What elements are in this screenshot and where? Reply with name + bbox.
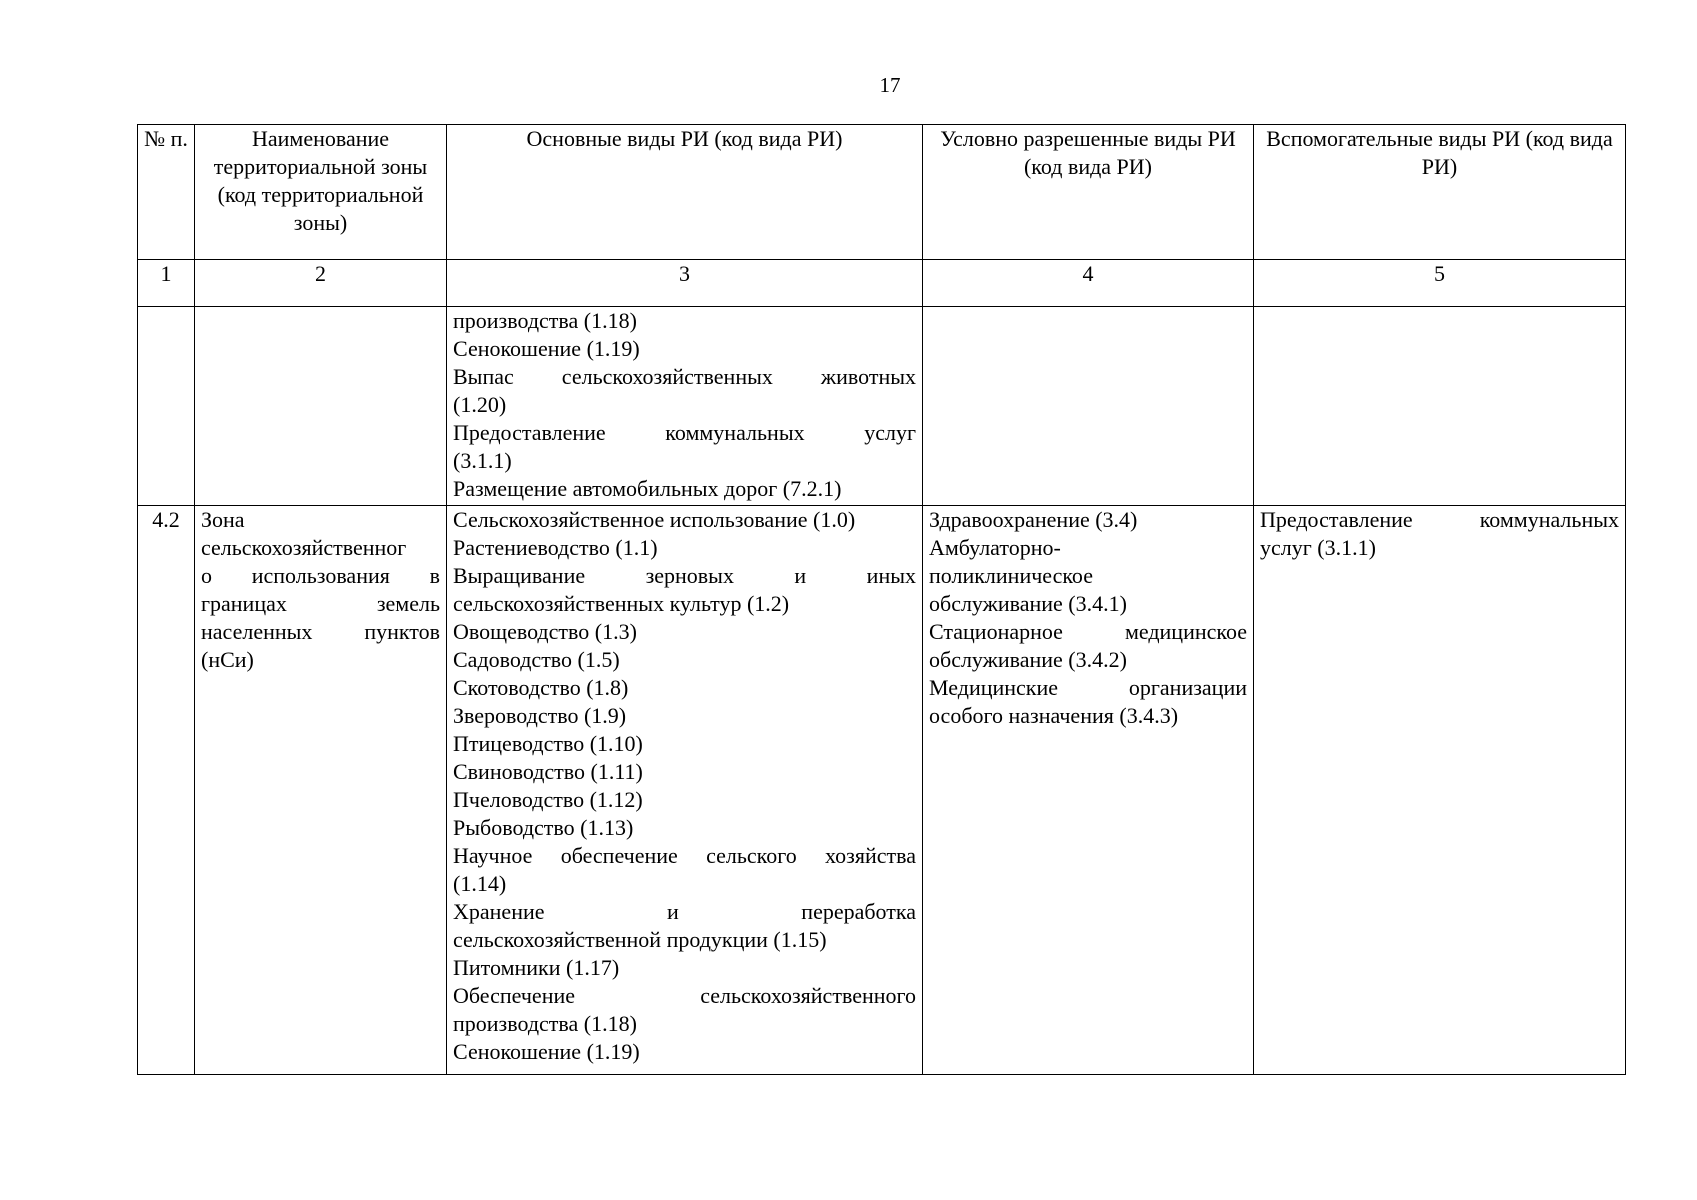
zoning-table <box>137 124 1626 1075</box>
column-number: 1 <box>138 260 195 307</box>
text-line: поликлиническое <box>929 563 1093 588</box>
text-line: (1.14) <box>453 871 507 896</box>
text-line: Овощеводство (1.3) <box>453 619 637 644</box>
text-line: особого назначения (3.4.3) <box>929 703 1179 728</box>
text-line: Звероводство (1.9) <box>453 703 627 728</box>
text-line: сельскохозяйственног <box>201 535 407 560</box>
row-number: 4.2 <box>138 506 195 1075</box>
text-line: Сельскохозяйственное использование (1.0) <box>453 507 856 532</box>
text-line: населенных пунктов <box>201 619 440 644</box>
column-number: 4 <box>923 260 1254 307</box>
text-line: Растениеводство (1.1) <box>453 535 658 560</box>
text-line: производства (1.18) <box>453 308 637 333</box>
column-number: 3 <box>447 260 923 307</box>
text-line: Птицеводство (1.10) <box>453 731 643 756</box>
text-line: Амбулаторно- <box>929 535 1061 560</box>
header-zone-name: Наименование территориальной зоны (код территориальной зоны) <box>195 125 447 260</box>
main-uses <box>447 506 923 1075</box>
text-line: Хранение и переработка <box>453 899 916 924</box>
text-line: производства (1.18) <box>453 1011 637 1036</box>
text-line: Предоставление коммунальных услуг <box>453 420 916 445</box>
text-line: Зона <box>201 507 245 532</box>
text-line: сельскохозяйственных культур (1.2) <box>453 591 790 616</box>
header-main-uses: Основные виды РИ (код вида РИ) <box>447 125 923 260</box>
text-line: Здравоохранение (3.4) <box>929 507 1138 532</box>
page-number: 17 <box>879 73 901 97</box>
text-line: Свиноводство (1.11) <box>453 759 643 784</box>
column-number-row <box>138 260 1626 307</box>
text-line: Выращивание зерновых и иных <box>453 563 916 588</box>
zone-name <box>195 506 447 1075</box>
header-conditional-uses: Условно разрешенные виды РИ (код вида РИ) <box>923 125 1254 260</box>
text-line: (1.20) <box>453 392 507 417</box>
table-row <box>138 506 1626 1075</box>
text-line: Медицинские организации <box>929 675 1247 700</box>
text-line: Сенокошение (1.19) <box>453 336 640 361</box>
column-number: 2 <box>195 260 447 307</box>
continuation-main-uses <box>447 307 923 506</box>
text-line: Предоставление коммунальных <box>1260 507 1619 532</box>
table-header-row <box>138 125 1626 260</box>
text-line: Пчеловодство (1.12) <box>453 787 643 812</box>
text-line: Сенокошение (1.19) <box>453 1039 640 1064</box>
text-line: Научное обеспечение сельского хозяйства <box>453 843 916 868</box>
text-line: Выпас сельскохозяйственных животных <box>453 364 916 389</box>
header-number: № п. <box>138 125 195 260</box>
continuation-zone-cell <box>195 307 447 506</box>
text-line: сельскохозяйственной продукции (1.15) <box>453 927 827 952</box>
column-number: 5 <box>1254 260 1626 307</box>
continuation-conditional-cell <box>923 307 1254 506</box>
text-line: услуг (3.1.1) <box>1260 535 1376 560</box>
header-auxiliary-uses: Вспомогательные виды РИ (код вида РИ) <box>1254 125 1626 260</box>
text-line: о использования в <box>201 563 440 588</box>
text-line: Скотоводство (1.8) <box>453 675 629 700</box>
text-line: Стационарное медицинское <box>929 619 1247 644</box>
text-line: Обеспечение сельскохозяйственного <box>453 983 916 1008</box>
continuation-auxiliary-cell <box>1254 307 1626 506</box>
text-line: обслуживание (3.4.1) <box>929 591 1127 616</box>
text-line: Садоводство (1.5) <box>453 647 620 672</box>
text-line: Рыбоводство (1.13) <box>453 815 634 840</box>
text-line: границах земель <box>201 591 440 616</box>
text-line: обслуживание (3.4.2) <box>929 647 1127 672</box>
auxiliary-uses <box>1254 506 1626 1075</box>
text-line: (3.1.1) <box>453 448 512 473</box>
text-line: (нСи) <box>201 647 254 672</box>
text-line: Размещение автомобильных дорог (7.2.1) <box>453 476 842 501</box>
conditional-uses <box>923 506 1254 1075</box>
text-line: Питомники (1.17) <box>453 955 620 980</box>
continuation-row <box>138 307 1626 506</box>
continuation-number-cell <box>138 307 195 506</box>
